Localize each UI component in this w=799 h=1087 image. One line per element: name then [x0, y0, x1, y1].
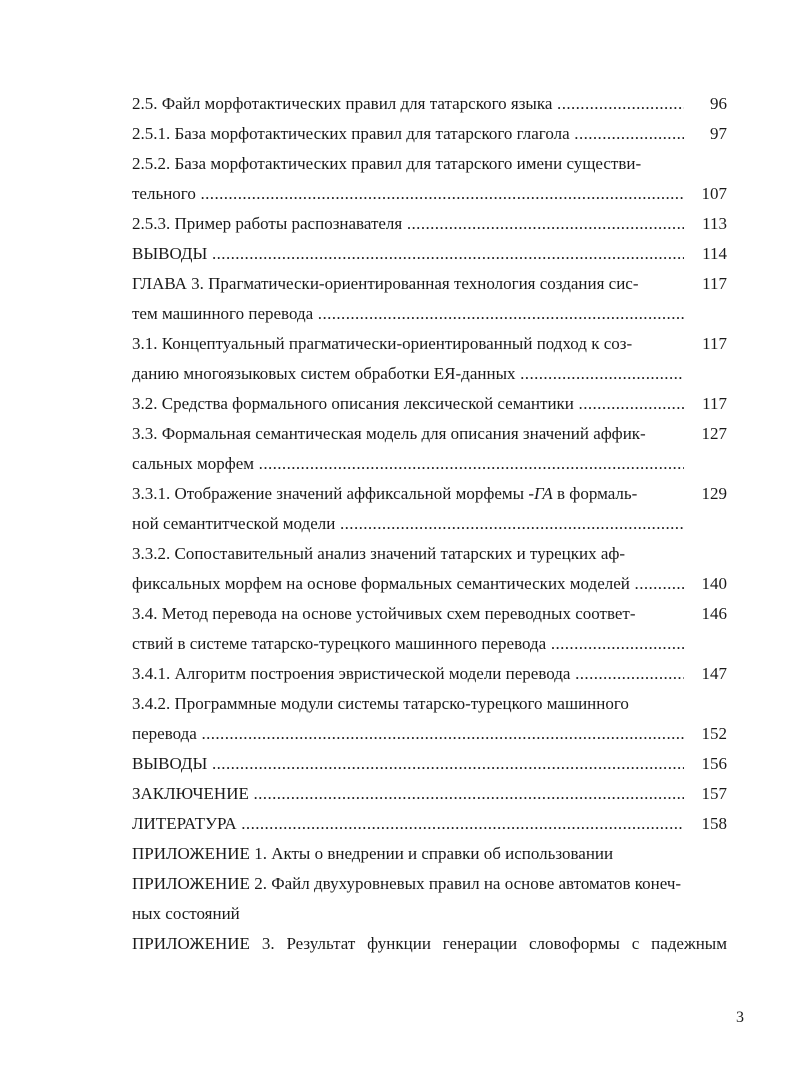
page-number: 3	[736, 1009, 744, 1026]
toc-entry	[132, 509, 727, 539]
toc-entry-title: ных состояний	[132, 904, 240, 923]
toc-entry-title: ГЛАВА 3. Прагматически-ориентированная технология создания сис-	[132, 274, 639, 293]
toc-entry	[132, 659, 727, 689]
toc-entry-title: 2.5.2. База морфотактических правил для татарского имени существи-	[132, 154, 642, 173]
toc-entry-page: 129	[701, 484, 727, 503]
toc-entry	[132, 419, 727, 449]
toc-entry-page: 114	[702, 244, 727, 263]
toc-entry-title: 3.3. Формальная семантическая модель для описания значений аффик-	[132, 424, 646, 443]
toc-entry-title: 2.5.3. Пример работы распознавателя .....	[132, 209, 684, 239]
toc-entry-page: 117	[702, 334, 727, 353]
toc-entry-title: ЛИТЕРАТУРА .....	[132, 809, 684, 839]
toc-entry-title: тельного .....	[132, 179, 684, 209]
toc-entry-page: 117	[702, 394, 727, 413]
toc-entry	[132, 269, 727, 299]
toc-entry-page: 96	[710, 94, 727, 113]
toc-entry	[132, 749, 727, 779]
toc-entry	[132, 119, 727, 149]
toc-entry	[132, 209, 727, 239]
toc-entry-title: 3.4.2. Программные модули системы татарско-турецкого машинного	[132, 694, 629, 713]
toc-entry	[132, 869, 727, 899]
toc-entry-page: 113	[702, 214, 727, 233]
toc-entry-title: данию многоязыковых систем обработки ЕЯ-данных .....	[132, 359, 684, 389]
toc-entry-page: 127	[701, 424, 727, 443]
toc-entry-page: 152	[701, 724, 727, 743]
toc-entry-title: перевода .....	[132, 719, 684, 749]
toc-entry-title: ствий в системе татарско-турецкого машинного перевода .....	[132, 629, 684, 659]
toc-entry	[132, 479, 727, 509]
toc-entry	[132, 359, 727, 389]
toc-entry	[132, 389, 727, 419]
toc-entry-page: 146	[701, 604, 727, 623]
toc-entry	[132, 89, 727, 119]
toc-entry-page: 158	[701, 814, 727, 833]
toc-entry	[132, 149, 727, 179]
toc-entry-title: ной семантитческой модели .....	[132, 509, 684, 539]
toc-entry	[132, 539, 727, 569]
toc-entry-title: 3.3.1. Отображение значений аффиксальной морфемы -ГА в формаль-	[132, 484, 638, 503]
toc-entry-title: 2.5. Файл морфотактических правил для татарского языка .....	[132, 89, 684, 119]
table-of-contents	[132, 89, 727, 959]
toc-entry	[132, 179, 727, 209]
toc-entry-title: 3.2. Средства формального описания лексической семантики .....	[132, 389, 684, 419]
toc-entry	[132, 809, 727, 839]
toc-entry	[132, 329, 727, 359]
toc-entry-title: ПРИЛОЖЕНИЕ 3. Результат функции генерации словоформы с падежным	[132, 934, 727, 953]
toc-entry-title: 3.4.1. Алгоритм построения эвристической модели перевода .....	[132, 659, 684, 689]
toc-entry-page: 156	[701, 754, 727, 773]
toc-entry	[132, 929, 727, 959]
toc-entry-page: 117	[702, 274, 727, 293]
toc-entry	[132, 239, 727, 269]
toc-entry	[132, 599, 727, 629]
toc-entry-title: ПРИЛОЖЕНИЕ 2. Файл двухуровневых правил на основе автоматов конеч-	[132, 874, 682, 893]
toc-entry-page: 107	[701, 184, 727, 203]
toc-entry-title: ВЫВОДЫ .....	[132, 749, 684, 779]
toc-entry-page: 147	[701, 664, 727, 683]
toc-entry	[132, 629, 727, 659]
toc-entry-title: фиксальных морфем на основе формальных семантических моделей .....	[132, 569, 684, 599]
toc-entry-title: сальных морфем .....	[132, 449, 684, 479]
toc-entry	[132, 899, 727, 929]
toc-entry	[132, 839, 727, 869]
toc-entry	[132, 779, 727, 809]
toc-entry	[132, 449, 727, 479]
toc-entry-title: 3.4. Метод перевода на основе устойчивых схем переводных соответ-	[132, 604, 636, 623]
toc-entry-page: 140	[701, 574, 727, 593]
toc-entry-title: тем машинного перевода .....	[132, 299, 684, 329]
toc-entry-page: 97	[710, 124, 727, 143]
toc-entry	[132, 719, 727, 749]
toc-entry-page: 157	[701, 784, 727, 803]
toc-entry-title: ЗАКЛЮЧЕНИЕ .....	[132, 779, 684, 809]
toc-entry-title: 2.5.1. База морфотактических правил для татарского глагола .....	[132, 119, 684, 149]
toc-entry	[132, 569, 727, 599]
toc-entry	[132, 299, 727, 329]
toc-entry-title: 3.1. Концептуальный прагматически-ориентированный подход к соз-	[132, 334, 633, 353]
toc-entry-title: ВЫВОДЫ .....	[132, 239, 684, 269]
toc-entry-title: ПРИЛОЖЕНИЕ 1. Акты о внедрении и справки об использовании	[132, 844, 614, 863]
toc-entry-title: 3.3.2. Сопоставительный анализ значений татарских и турецких аф-	[132, 544, 626, 563]
toc-entry	[132, 689, 727, 719]
